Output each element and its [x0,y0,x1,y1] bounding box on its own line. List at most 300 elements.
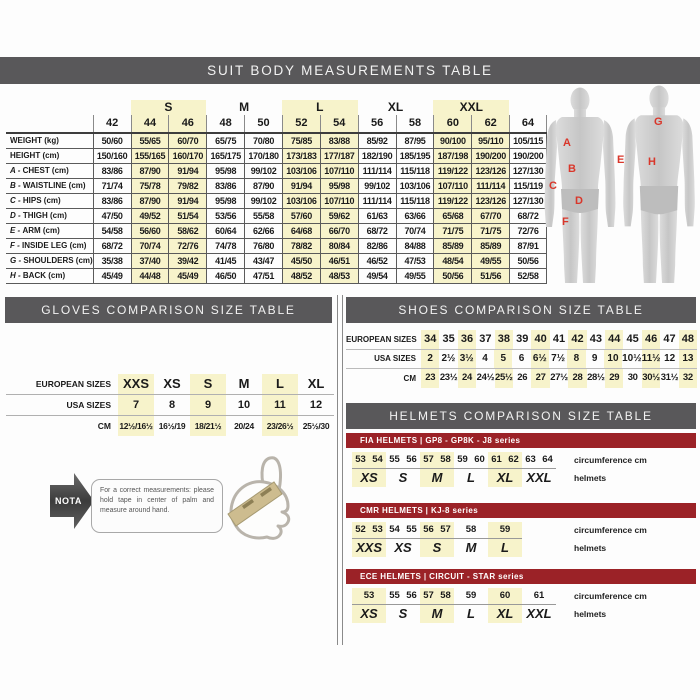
shoes-cell: 23 [421,369,439,388]
suit-cell: 150/160 [93,149,131,163]
suit-row-label [6,149,93,163]
suit-size-header: 46 [168,115,206,132]
helmet-circumference-value: 63 [525,454,536,465]
helmet-size-label: XL [496,470,514,485]
suit-cell: 41/45 [206,254,244,268]
suit-cell: 190/200 [471,149,509,163]
suit-row-label [6,134,93,148]
helmet-size-label: S [398,606,408,621]
suit-cell: 115/118 [396,164,434,178]
suit-row-letter: E - [10,226,23,235]
suit-row-label [6,254,93,268]
section-divider [337,295,343,645]
helmet-size-group [352,522,386,557]
suit-row-name: HEIGHT (cm) [10,151,60,160]
shoes-cell: 6 [518,352,525,364]
helmet-circumference-value: 64 [542,454,553,465]
suit-cell: 79/82 [168,179,206,193]
gloves-cell: 11 [262,395,298,415]
suit-cell: 95/98 [206,164,244,178]
suit-table-row [6,239,547,254]
suit-cell: 185/195 [396,149,434,163]
suit-cell: 90/100 [433,134,471,148]
helmet-size-group [386,588,420,623]
suit-cell: 82/86 [358,239,396,253]
suit-cell: 45/50 [282,254,320,268]
suit-row-label [6,209,93,223]
helmet-circumference-value: 57 [423,590,434,601]
suit-cell: 52/58 [509,269,547,283]
suit-row-name: WAISTLINE (cm) [22,181,86,190]
shoes-cell: 7½ [551,352,566,364]
gloves-row [6,374,334,395]
suit-cell: 48/54 [433,254,471,268]
size-group-label: XXL [433,100,509,115]
shoes-table-title: SHOES COMPARISON SIZE TABLE [398,303,644,317]
suit-cell: 37/40 [131,254,169,268]
suit-size-header: 64 [509,115,547,132]
suit-row-name: WEIGHT (kg) [10,136,59,145]
suit-cell: 111/114 [358,164,396,178]
gloves-cell: S [190,374,226,394]
suit-sizes-row [6,115,547,134]
gloves-table-header-bar [5,297,332,323]
suit-cell: 55/58 [244,209,282,223]
suit-cell: 83/86 [93,164,131,178]
suit-row-letter: H - [10,271,23,280]
suit-row-name: INSIDE LEG (cm) [22,241,87,250]
figure-letter: G [654,116,663,128]
gloves-cell: 10 [237,399,251,411]
helmet-circumference-value: 56 [406,590,417,601]
helmet-circumference-values [420,588,454,604]
suit-cell: 95/98 [206,194,244,208]
suit-table-title: SUIT BODY MEASUREMENTS TABLE [207,63,493,78]
suit-row-letter: F - [10,241,22,250]
shoes-cell: 12 [664,352,676,364]
helmet-circumference-values [352,588,386,604]
suit-cell: 170/180 [244,149,282,163]
suit-size-header: 60 [433,115,471,132]
helmet-circumference-values [420,522,454,538]
suit-cell: 75/85 [282,134,320,148]
figure-letter: D [575,195,583,207]
suit-size-header: 42 [93,115,131,132]
suit-cell: 44/48 [131,269,169,283]
helmet-table-divider [352,468,556,469]
shoes-cell: 2½ [441,352,456,364]
suit-cell: 49/54 [358,269,396,283]
suit-row-name: ARM (cm) [22,226,60,235]
suit-row-label [6,269,93,283]
suit-cell: 68/72 [509,209,547,223]
suit-table-header-bar [0,57,700,84]
shoes-cell: 24½ [476,372,495,383]
suit-cell: 107/110 [320,194,358,208]
helmet-circumference-value: 55 [389,454,400,465]
suit-cell: 68/72 [93,239,131,253]
shoes-cell: 39 [516,333,529,345]
nota-text-box: For a correct measurements: please hold tape in center of palm and measure around hand. [91,479,223,533]
suit-row-letter: C - [10,196,23,205]
helmet-size-table [352,452,696,487]
suit-cell: 45/49 [168,269,206,283]
size-group-label: M [239,100,250,114]
helmet-circumference-value: 58 [440,590,451,601]
suit-cell: 66/70 [320,224,358,238]
suit-cell: 58/62 [168,224,206,238]
shoes-cell: 6½ [531,350,549,369]
suit-cell: 63/66 [396,209,434,223]
suit-table-row [6,269,547,284]
suit-cell: 187/198 [433,149,471,163]
shoes-cell: 28½ [587,372,605,383]
suit-cell: 72/76 [168,239,206,253]
suit-row-label [6,239,93,253]
helmets-caption: helmets [574,473,607,483]
suit-cell: 84/88 [396,239,434,253]
suit-cell: 91/94 [168,164,206,178]
gloves-cell: XXS [118,374,154,394]
helmet-section-bar: CMR HELMETS | KJ-8 series [346,503,696,518]
suit-cell: 49/55 [471,254,509,268]
suit-cell: 95/98 [320,179,358,193]
suit-row-name: HIPS (cm) [22,196,61,205]
suit-table-row [6,194,547,209]
nota-label: NOTA [55,496,82,506]
helmet-size-label: L [467,470,475,485]
suit-table-row [6,164,547,179]
shoes-cell: 31½ [660,372,679,383]
gloves-cell: 16½/19 [158,421,186,431]
shoes-cell: 42 [568,330,586,349]
suit-cell: 72/76 [509,224,547,238]
suit-cell: 119/122 [433,164,471,178]
suit-cell: 87/95 [396,134,434,148]
helmet-size-label: XS [394,540,412,555]
suit-cell: 83/88 [320,134,358,148]
gloves-row-label: EUROPEAN SIZES [35,379,111,389]
helmet-circumference-value: 59 [465,590,477,601]
helmet-circumference-values [522,588,556,604]
suit-cell: 62/66 [244,224,282,238]
suit-size-header: 62 [471,115,509,132]
helmet-size-label: XXL [526,606,552,621]
suit-size-header: 44 [131,115,169,132]
helmet-size-label: S [432,540,442,555]
helmet-circumference-value: 61 [533,590,545,601]
suit-cell: 105/115 [509,134,547,148]
helmet-size-group [454,522,488,557]
suit-cell: 91/94 [168,194,206,208]
suit-body-measurements-table [6,100,547,284]
suit-cell: 39/42 [168,254,206,268]
suit-cell: 57/60 [282,209,320,223]
gloves-cell: 20/24 [234,421,254,431]
suit-cell: 56/60 [131,224,169,238]
suit-cell: 107/110 [320,164,358,178]
helmet-size-table [352,588,696,623]
shoes-cell: 30½ [642,369,660,388]
gloves-cell: 8 [168,399,176,411]
helmet-size-group [420,588,454,623]
helmets-table-title: HELMETS COMPARISON SIZE TABLE [389,409,653,423]
shoes-cell: 35 [442,333,455,345]
suit-cell: 50/56 [509,254,547,268]
suit-cell: 78/82 [282,239,320,253]
helmet-circumference-values [488,452,522,468]
shoes-cell: 26 [517,372,528,383]
shoes-cell: 10 [604,350,622,369]
shoes-cell: 27 [531,369,549,388]
suit-cell: 74/78 [206,239,244,253]
suit-cell: 71/74 [93,179,131,193]
gloves-cell: 12½/16½ [118,416,154,436]
suit-row-name: SHOULDERS (cm) [23,256,93,265]
size-group-label: L [282,100,358,115]
suit-cell: 99/102 [244,164,282,178]
helmet-circumference-value: 53 [372,524,383,535]
suit-cell: 115/119 [509,179,547,193]
helmets-caption: helmets [574,609,607,619]
helmet-circumference-value: 60 [474,454,485,465]
suit-row-letter: B - [10,181,23,190]
suit-cell: 190/200 [509,149,547,163]
helmet-size-group [454,452,488,487]
suit-size-header: 58 [396,115,434,132]
helmet-size-label: M [431,470,443,485]
helmet-circumference-value: 54 [372,454,383,465]
shoes-cell: 47 [663,333,676,345]
shoes-row-label: EUROPEAN SIZES [346,334,417,344]
shoes-row [346,369,697,388]
suit-row-name: THIGH (cm) [22,211,67,220]
helmet-circumference-values [352,522,386,538]
helmet-size-label: M [431,606,443,621]
shoes-cell: 5 [494,350,512,369]
suit-cell: 85/89 [433,239,471,253]
figure-letter: A [563,137,571,149]
circumference-caption: circumference cm [574,525,647,535]
gloves-cell: 25½/30 [302,421,330,431]
helmet-circumference-values [488,522,522,538]
suit-table-row [6,224,547,239]
helmet-circumference-value: 56 [406,454,417,465]
shoes-row-label: USA SIZES [374,354,416,364]
suit-cell: 60/70 [168,134,206,148]
suit-cell: 35/38 [93,254,131,268]
suit-cell: 87/90 [131,194,169,208]
suit-cell: 65/75 [206,134,244,148]
size-group-label: XL [387,100,404,114]
suit-size-header: 50 [244,115,282,132]
gloves-cell: L [262,374,298,394]
shoes-cell: 45 [626,333,639,345]
helmet-size-group [488,452,522,487]
helmet-circumference-values [352,452,386,468]
helmet-size-label: XXS [355,540,382,555]
suit-size-group-row [6,100,547,115]
helmet-circumference-value: 54 [389,524,400,535]
suit-cell: 127/130 [509,164,547,178]
helmet-size-label: XL [496,606,514,621]
suit-cell: 51/56 [471,269,509,283]
shoes-row [346,350,697,370]
helmet-circumference-value: 62 [508,454,519,465]
shoes-comparison-table [346,330,697,388]
suit-cell: 87/90 [244,179,282,193]
shoes-cell: 43 [589,333,602,345]
shoes-cell: 28 [568,369,586,388]
suit-cell: 45/49 [93,269,131,283]
gloves-cell: XS [163,376,181,391]
helmet-size-group [386,452,420,487]
helmet-circumference-values [386,522,420,538]
gloves-row-label: CM [97,421,111,431]
suit-cell: 43/47 [244,254,282,268]
helmet-size-group [420,452,454,487]
helmet-section-bar: ECE HELMETS | CIRCUIT - STAR series [346,569,696,584]
shoes-cell: 44 [605,330,623,349]
suit-cell: 48/53 [320,269,358,283]
suit-cell: 46/50 [206,269,244,283]
suit-row-label [6,194,93,208]
suit-table-row [6,134,547,149]
gloves-row [6,395,334,416]
suit-cell: 70/74 [131,239,169,253]
helmet-size-label: S [398,470,408,485]
shoes-cell: 24 [458,369,476,388]
shoes-cell: 3½ [458,350,476,369]
suit-size-header: 54 [320,115,358,132]
helmet-circumference-values [454,588,488,604]
suit-cell: 99/102 [244,194,282,208]
suit-cell: 47/51 [244,269,282,283]
shoes-cell: 46 [642,330,660,349]
shoes-cell: 25½ [495,369,513,388]
helmets-table-header-bar [346,403,696,429]
circumference-caption: circumference cm [574,591,647,601]
shoes-cell: 30 [627,372,638,383]
suit-row-letter: G - [10,256,24,265]
figure-letter: F [562,216,569,228]
suit-cell: 68/72 [358,224,396,238]
helmet-circumference-value: 52 [355,524,366,535]
helmet-circumference-value: 59 [457,454,468,465]
helmet-circumference-values [386,452,420,468]
shoes-cell: 2 [421,350,439,369]
suit-cell: 87/90 [131,164,169,178]
suit-row-label [6,179,93,193]
helmet-circumference-values [420,452,454,468]
helmet-size-label: XXL [526,470,552,485]
shoes-cell: 38 [495,330,513,349]
suit-cell: 46/51 [320,254,358,268]
helmet-size-group [386,522,420,557]
gloves-cell: 12 [309,399,323,411]
suit-cell: 50/60 [93,134,131,148]
shoes-cell: 37 [479,333,492,345]
suit-group-spacer [6,100,131,115]
circumference-caption: circumference cm [574,455,647,465]
suit-cell: 107/110 [433,179,471,193]
suit-cell: 111/114 [471,179,509,193]
suit-cell: 123/126 [471,164,509,178]
helmet-size-label: M [465,540,477,555]
shoes-cell: 11½ [642,350,661,369]
suit-table-row [6,254,547,269]
suit-cell: 76/80 [244,239,282,253]
figure-letter: H [648,156,656,168]
suit-cell: 103/106 [282,194,320,208]
suit-cell: 47/53 [396,254,434,268]
shoes-cell: 34 [421,330,439,349]
shoes-cell: 27½ [550,372,568,383]
shoes-cell: 36 [458,330,476,349]
suit-cell: 50/56 [433,269,471,283]
suit-cell: 127/130 [509,194,547,208]
shoes-cell: 23½ [439,372,458,383]
shoes-table-header-bar [346,297,696,323]
shoes-cell: 29 [605,369,623,388]
shoes-row-label: CM [403,373,416,383]
suit-cell: 173/183 [282,149,320,163]
gloves-cell: 7 [118,395,154,415]
suit-cell: 91/94 [282,179,320,193]
suit-size-header: 52 [282,115,320,132]
gloves-table-title: GLOVES COMPARISON SIZE TABLE [41,303,296,317]
helmet-circumference-values [454,452,488,468]
helmet-circumference-value: 61 [491,454,502,465]
shoes-cell: 41 [552,333,566,345]
suit-cell: 83/86 [93,194,131,208]
gloves-row [6,416,334,436]
suit-cell: 123/126 [471,194,509,208]
helmet-circumference-value: 55 [389,590,400,601]
gloves-cell: 18/21½ [190,416,226,436]
suit-cell: 70/80 [244,134,282,148]
shoes-cell: 10½ [622,352,642,364]
suit-cell: 49/52 [131,209,169,223]
helmet-size-group [454,588,488,623]
suit-row-name: CHEST (cm) [22,166,69,175]
suit-cell: 71/75 [433,224,471,238]
shoes-row [346,330,697,350]
helmet-table-divider [352,538,522,539]
suit-row-letter: A - [10,166,23,175]
suit-cell: 70/74 [396,224,434,238]
suit-cell: 85/92 [358,134,396,148]
suit-cell: 60/64 [206,224,244,238]
suit-cell: 67/70 [471,209,509,223]
helmet-size-group [488,588,522,623]
suit-cell: 75/78 [131,179,169,193]
helmet-size-label: XS [360,470,378,485]
helmets-caption: helmets [574,543,607,553]
suit-cell: 53/56 [206,209,244,223]
gloves-cell: 23/26½ [262,416,298,436]
suit-cell: 83/86 [206,179,244,193]
helmet-size-group [488,522,522,557]
suit-row-name: BACK (cm) [22,271,66,280]
suit-cell: 71/75 [471,224,509,238]
gloves-cell: M [238,376,250,391]
suit-cell: 55/65 [131,134,169,148]
shoes-cell: 32 [679,369,697,388]
shoes-cell: 9 [591,352,598,364]
suit-row-label [6,164,93,178]
helmet-circumference-value: 55 [406,524,417,535]
